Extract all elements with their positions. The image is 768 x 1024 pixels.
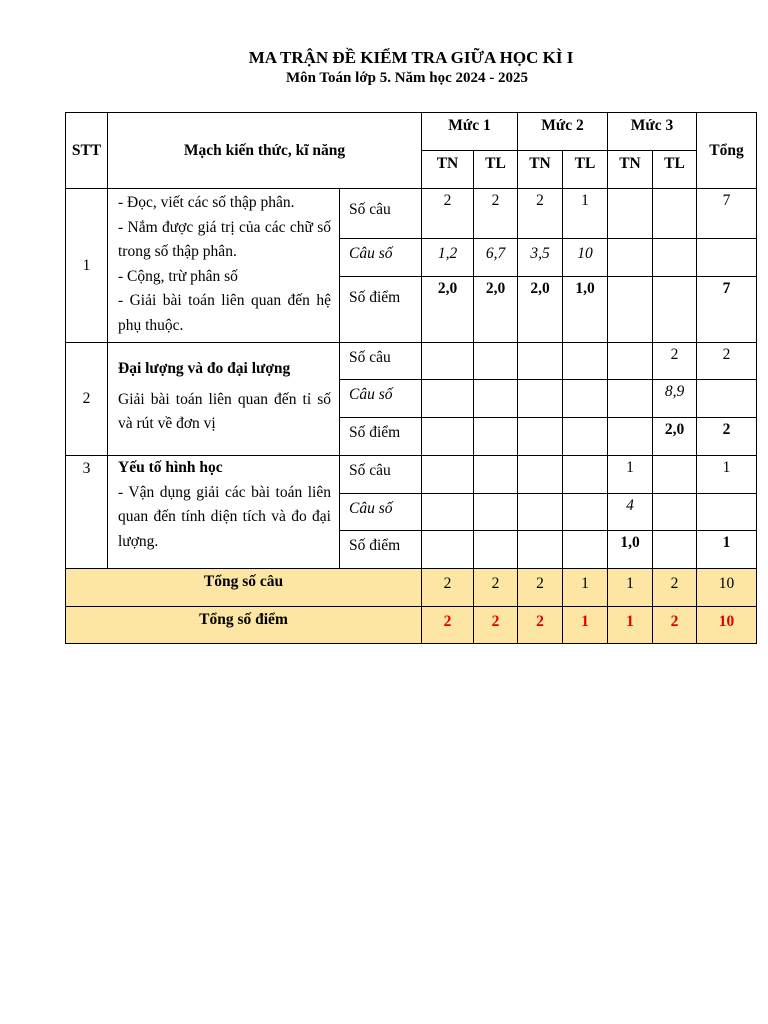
cell: 6,7 (474, 239, 518, 276)
cell (608, 189, 653, 239)
header-level-1: Mức 1 (422, 113, 518, 151)
total-points-cell: 2 (422, 607, 474, 644)
cell (563, 343, 608, 380)
cell (518, 494, 563, 531)
total-points-label: Tổng số điểm (66, 607, 422, 644)
cell (474, 531, 518, 569)
section-stt: 3 (66, 456, 108, 569)
cell: 1 (608, 456, 653, 494)
cell (422, 343, 474, 380)
header-topic: Mạch kiến thức, kĩ năng (108, 113, 422, 189)
row-label-question-count: Số câu (340, 456, 422, 494)
cell (518, 343, 563, 380)
section-heading: Đại lượng và đo đại lượng (118, 360, 291, 377)
cell: 3,5 (518, 239, 563, 276)
description-line: - Cộng, trừ phân số (118, 267, 238, 285)
cell (563, 456, 608, 494)
cell (518, 456, 563, 494)
cell: 2 (518, 189, 563, 239)
total-points-grand: 10 (697, 607, 757, 644)
total-points-cell: 1 (608, 607, 653, 644)
cell: 2,0 (653, 418, 697, 456)
cell-total: 7 (697, 276, 757, 342)
cell (608, 380, 653, 418)
document-title: MA TRẬN ĐỀ KIỂM TRA GIỮA HỌC KÌ I (248, 48, 574, 67)
cell (608, 239, 653, 276)
section-stt: 1 (66, 189, 108, 343)
cell (653, 276, 697, 342)
total-points-cell: 2 (518, 607, 563, 644)
cell: 10 (563, 239, 608, 276)
cell: 1,2 (422, 239, 474, 276)
section-stt: 2 (66, 343, 108, 456)
section-description (108, 343, 340, 456)
document-subtitle: Môn Toán lớp 5. Năm học 2024 - 2025 (285, 70, 529, 86)
row-label-question-numbers: Câu số (340, 494, 422, 531)
cell-total (697, 380, 757, 418)
cell (474, 456, 518, 494)
cell: 2,0 (422, 276, 474, 342)
cell (474, 343, 518, 380)
row-label-question-numbers: Câu số (340, 239, 422, 276)
cell: 1,0 (608, 531, 653, 569)
section-description (108, 189, 340, 343)
cell (653, 494, 697, 531)
row-label-points: Số điểm (340, 276, 422, 342)
cell: 4 (608, 494, 653, 531)
cell (422, 380, 474, 418)
cell (422, 418, 474, 456)
cell: 8,9 (653, 380, 697, 418)
cell (422, 531, 474, 569)
cell (653, 189, 697, 239)
cell (563, 531, 608, 569)
cell (653, 456, 697, 494)
cell-total: 2 (697, 343, 757, 380)
section-heading: Yếu tố hình học (118, 459, 223, 476)
description-text: Giải bài toán liên quan đến tỉ số và rút về đơn vị (118, 390, 331, 432)
cell: 2 (653, 343, 697, 380)
cell: 2 (422, 189, 474, 239)
description-text: - Vận dụng giải các bài toán liên quan đến tính diện tích và đo đại lượng. (118, 483, 331, 550)
cell: 2,0 (518, 276, 563, 342)
cell (474, 494, 518, 531)
cell-total: 2 (697, 418, 757, 456)
total-points-cell: 2 (474, 607, 518, 644)
cell: 2 (474, 189, 518, 239)
total-questions-label: Tổng số câu (66, 569, 422, 607)
cell (608, 343, 653, 380)
header-sub-tn: TN (518, 151, 563, 189)
cell (422, 494, 474, 531)
total-questions-cell: 2 (518, 569, 563, 607)
cell (563, 418, 608, 456)
cell (563, 380, 608, 418)
description-line: - Giải bài toán liên quan đến hệ phụ thuộc. (118, 292, 331, 334)
total-points-cell: 1 (563, 607, 608, 644)
cell: 1 (563, 189, 608, 239)
cell-total: 1 (697, 531, 757, 569)
cell (518, 531, 563, 569)
header-sub-tl: TL (563, 151, 608, 189)
total-questions-cell: 1 (563, 569, 608, 607)
row-label-points: Số điểm (340, 418, 422, 456)
cell (474, 380, 518, 418)
total-questions-cell: 2 (653, 569, 697, 607)
cell (518, 380, 563, 418)
cell: 1,0 (563, 276, 608, 342)
total-questions-grand: 10 (697, 569, 757, 607)
cell (518, 418, 563, 456)
header-sub-tn: TN (608, 151, 653, 189)
cell-total: 1 (697, 456, 757, 494)
total-questions-cell: 1 (608, 569, 653, 607)
row-label-points: Số điểm (340, 531, 422, 569)
cell (653, 239, 697, 276)
header-sub-tn: TN (422, 151, 474, 189)
header-level-3: Mức 3 (608, 113, 697, 151)
row-label-question-count: Số câu (340, 343, 422, 380)
cell (653, 531, 697, 569)
cell: 2,0 (474, 276, 518, 342)
header-level-2: Mức 2 (518, 113, 608, 151)
total-questions-cell: 2 (422, 569, 474, 607)
header-stt: STT (66, 113, 108, 189)
cell (608, 418, 653, 456)
total-questions-cell: 2 (474, 569, 518, 607)
total-points-cell: 2 (653, 607, 697, 644)
row-label-question-numbers: Câu số (340, 380, 422, 418)
cell (563, 494, 608, 531)
cell (422, 456, 474, 494)
header-total: Tổng (697, 113, 757, 189)
cell-total: 7 (697, 189, 757, 239)
section-description (108, 456, 340, 569)
header-sub-tl: TL (653, 151, 697, 189)
header-sub-tl: TL (474, 151, 518, 189)
cell-total (697, 239, 757, 276)
exam-matrix-table (65, 112, 757, 644)
cell (608, 276, 653, 342)
description-line: - Đọc, viết các số thập phân. (118, 194, 295, 211)
description-line: - Nắm được giá trị của các chữ số trong số thập phân. (118, 218, 331, 260)
cell (474, 418, 518, 456)
cell-total (697, 494, 757, 531)
row-label-question-count: Số câu (340, 189, 422, 239)
